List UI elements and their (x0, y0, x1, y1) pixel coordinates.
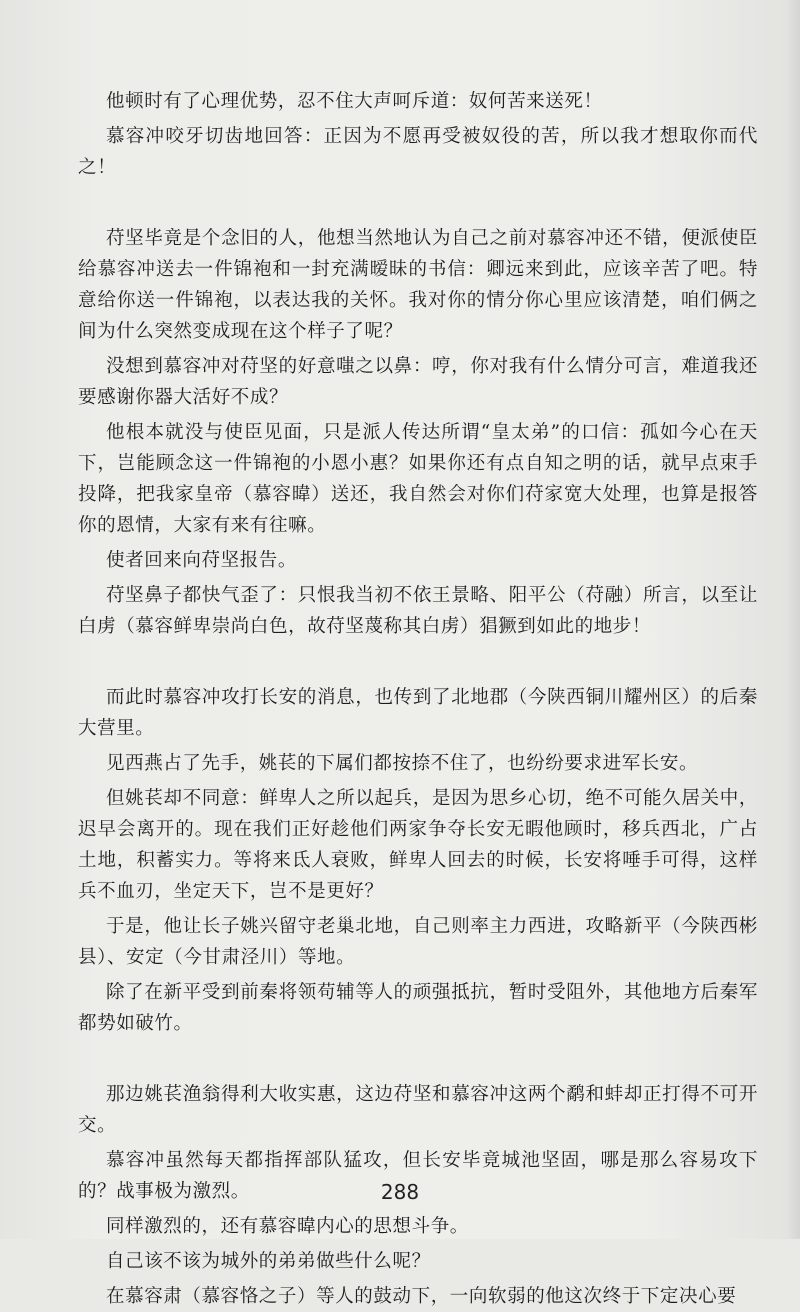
paragraph: 没想到慕容冲对苻坚的好意嗤之以鼻：哼，你对我有什么情分可言，难道我还要感谢你器大活好不成？ (78, 356, 758, 408)
paragraph: 同样激烈的，还有慕容暐内心的思想斗争。 (106, 1216, 469, 1237)
paragraph: 他根本就没与使臣见面，只是派人传达所谓“皇太弟”的口信：孤如今心在天下，岂能顾念这一件锦袍的小恩小惠？如果你还有点自知之明的话，就早点束手投降，把我家皇帝（慕容暐）送还，我自然会对你们苻家宽大处理，也算是报答你的恩情，大家有来有往嘛。 (78, 422, 758, 536)
paragraph: 见西燕占了先手，姚苌的下属们都按捺不住了，也纷纷要求进军长安。 (106, 753, 699, 774)
paragraph: 于是，他让长子姚兴留守老巢北地，自己则率主力西进，攻略新平（今陕西彬县）、安定（今甘肃泾川）等地。 (78, 916, 758, 968)
paragraph: 苻坚毕竟是个念旧的人，他想当然地认为自己之前对慕容冲还不错，便派使臣给慕容冲送去一件锦袍和一封充满暧昧的书信：卿远来到此，应该辛苦了吧。特意给你送一件锦袍，以表达我的关怀。我对你的情分你心里应该清楚，咱们俩之间为什么突然变成现在这个样子了呢？ (78, 228, 758, 342)
page-number: 288 (380, 1180, 420, 1204)
paragraph: 他顿时有了心理优势，忍不住大声呵斥道：奴何苦来送死！ (106, 91, 603, 112)
body-text (78, 86, 758, 1312)
paragraph: 除了在新平受到前秦将领苟辅等人的顽强抵抗，暂时受阻外，其他地方后秦军都势如破竹。 (78, 982, 758, 1034)
paragraph: 但姚苌却不同意：鲜卑人之所以起兵，是因为思乡心切，绝不可能久居关中，迟早会离开的。现在我们正好趁他们两家争夺长安无暇他顾时，移兵西北，广占土地，积蓄实力。等将来氐人衰败，鲜卑人回去的时候，长安将唾手可得，这样兵不血刃，坐定天下，岂不是更好？ (78, 788, 758, 902)
paragraph: 慕容冲虽然每天都指挥部队猛攻，但长安毕竟城池坚固，哪是那么容易攻下的？战事极为激烈。 (78, 1150, 758, 1202)
paragraph: 苻坚鼻子都快气歪了：只恨我当初不依王景略、阳平公（苻融）所言，以至让白虏（慕容鲜卑崇尚白色，故苻坚蔑称其白虏）猖獗到如此的地步！ (78, 585, 758, 637)
paragraph: 而此时慕容冲攻打长安的消息，也传到了北地郡（今陕西铜川耀州区）的后秦大营里。 (78, 687, 758, 739)
paragraph: 在慕容肃（慕容恪之子）等人的鼓动下，一向软弱的他这次终于下定决心要 (106, 1286, 737, 1307)
paragraph: 慕容冲咬牙切齿地回答：正因为不愿再受被奴役的苦，所以我才想取你而代之！ (78, 126, 758, 178)
paragraph: 自己该不该为城外的弟弟做些什么呢？ (106, 1251, 431, 1272)
paragraph: 使者回来向苻坚报告。 (106, 550, 298, 571)
paragraph: 那边姚苌渔翁得利大收实惠，这边苻坚和慕容冲这两个鹬和蚌却正打得不可开交。 (78, 1084, 758, 1136)
page-edge-shadow (786, 0, 800, 1239)
